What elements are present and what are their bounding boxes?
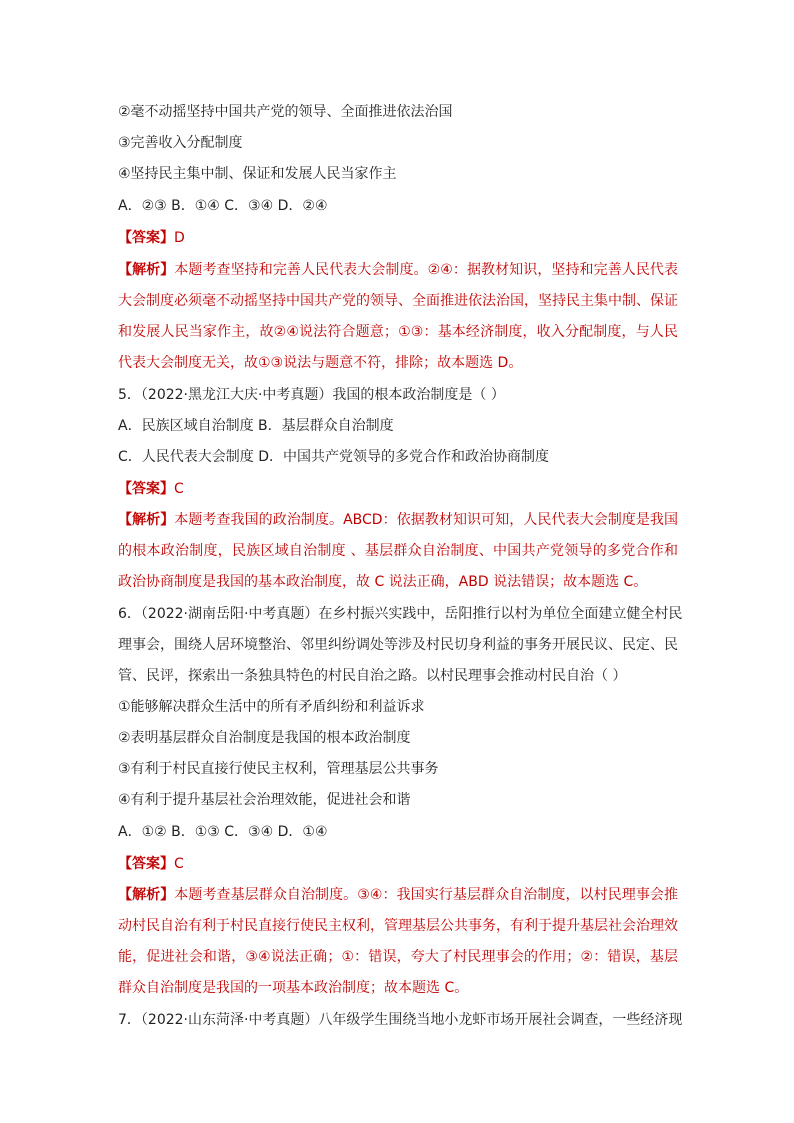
- q5-choices-2: C．人民代表大会制度 D．中国共产党领导的多党合作和政治协商制度: [118, 449, 550, 465]
- q4-analysis-line-4: 代表大会制度无关，故①③说法与题意不符，排除；故本题选 D。: [118, 355, 523, 371]
- q6-analysis-line-1: [118, 885, 678, 905]
- q4-option-2: ②毫不动摇坚持中国共产党的领导、全面推进依法治国: [118, 104, 453, 120]
- answer-label: 【答案】: [118, 856, 174, 872]
- q4-option-4: ④坚持民主集中制、保证和发展人民当家作主: [118, 166, 397, 182]
- q6-analysis-line-4: 群众自治制度是我国的一项基本政治制度；故本题选 C。: [118, 980, 469, 996]
- analysis-label: 【解析】: [118, 512, 175, 528]
- q6-analysis-line-3: 能，促进社会和谐，③④说法正确；①：错误，夸大了村民理事会的作用；②：错误，基层: [118, 949, 678, 965]
- q4-analysis-line-2: 大会制度必须毫不动摇坚持中国共产党的领导、全面推进依法治国，坚持民主集中制、保证: [118, 293, 678, 309]
- q6-option-3: ③有利于村民直接行使民主权利，管理基层公共事务: [118, 761, 439, 777]
- q4-option-3: ③完善收入分配制度: [118, 135, 243, 151]
- q6-option-2: ②表明基层群众自治制度是我国的根本政治制度: [118, 730, 411, 746]
- q6-stem-line-2: 理事会，围绕人居环境整治、邻里纠纷调处等涉及村民切身利益的事务开展民议、民定、民: [118, 637, 678, 653]
- q5-analysis-line-2: 的根本政治制度，民族区域自治制度 、基层群众自治制度、中国共产党领导的多党合作和: [118, 543, 678, 559]
- q5-analysis-line-1: [118, 510, 678, 530]
- q4-analysis-line-3: 和发展人民当家作主，故②④说法符合题意；①③：基本经济制度，收入分配制度，与人民: [118, 324, 678, 340]
- q4-answer: [118, 228, 678, 248]
- q5-choices-1: A．民族区域自治制度 B．基层群众自治制度: [118, 418, 394, 434]
- q6-choices: A．①② B．①③ C．③④ D．①④: [118, 824, 328, 840]
- answer-value: C: [174, 481, 184, 497]
- analysis-text: 本题考查坚持和完善人民代表大会制度。②④：据教材知识，坚持和完善人民代表: [174, 262, 678, 278]
- q6-option-1: ①能够解决群众生活中的所有矛盾纠纷和利益诉求: [118, 699, 425, 715]
- q5-analysis-line-3: 政治协商制度是我国的基本政治制度，故 C 说法正确，ABD 说法错误；故本题选 C。: [118, 574, 648, 590]
- answer-label: 【答案】: [118, 230, 174, 246]
- analysis-text: 本题考查基层群众自治制度。③④：我国实行基层群众自治制度，以村民理事会推: [174, 887, 678, 903]
- analysis-label: 【解析】: [118, 262, 175, 278]
- q5-answer: [118, 479, 678, 499]
- q6-stem-line-3: 管、民评，探索出一条独具特色的村民自治之路。以村民理事会推动村民自治（ ）: [118, 668, 627, 684]
- q6-stem-line-1: 6．（2022·湖南岳阳·中考真题）在乡村振兴实践中，岳阳推行以村为单位全面建立健全村民: [118, 606, 683, 622]
- analysis-label: 【解析】: [118, 887, 175, 903]
- answer-label: 【答案】: [118, 481, 174, 497]
- q6-option-4: ④有利于提升基层社会治理效能，促进社会和谐: [118, 792, 411, 808]
- q4-analysis-line-1: [118, 260, 678, 280]
- analysis-text: 本题考查我国的政治制度。ABCD：依据教材知识可知，人民代表大会制度是我国: [174, 512, 679, 528]
- answer-value: D: [174, 230, 185, 246]
- q7-stem-line-1: 7．（2022·山东菏泽·中考真题）八年级学生围绕当地小龙虾市场开展社会调查，一些经济现: [118, 1012, 683, 1028]
- q4-choices: A．②③ B．①④ C．③④ D．②④: [118, 198, 328, 214]
- q6-analysis-line-2: 动村民自治有利于村民直接行使民主权利，管理基层公共事务，有利于提升基层社会治理效: [118, 918, 678, 934]
- answer-value: C: [174, 856, 184, 872]
- q5-stem: 5．（2022·黑龙江大庆·中考真题）我国的根本政治制度是（ ）: [118, 387, 505, 403]
- q6-answer: [118, 854, 678, 874]
